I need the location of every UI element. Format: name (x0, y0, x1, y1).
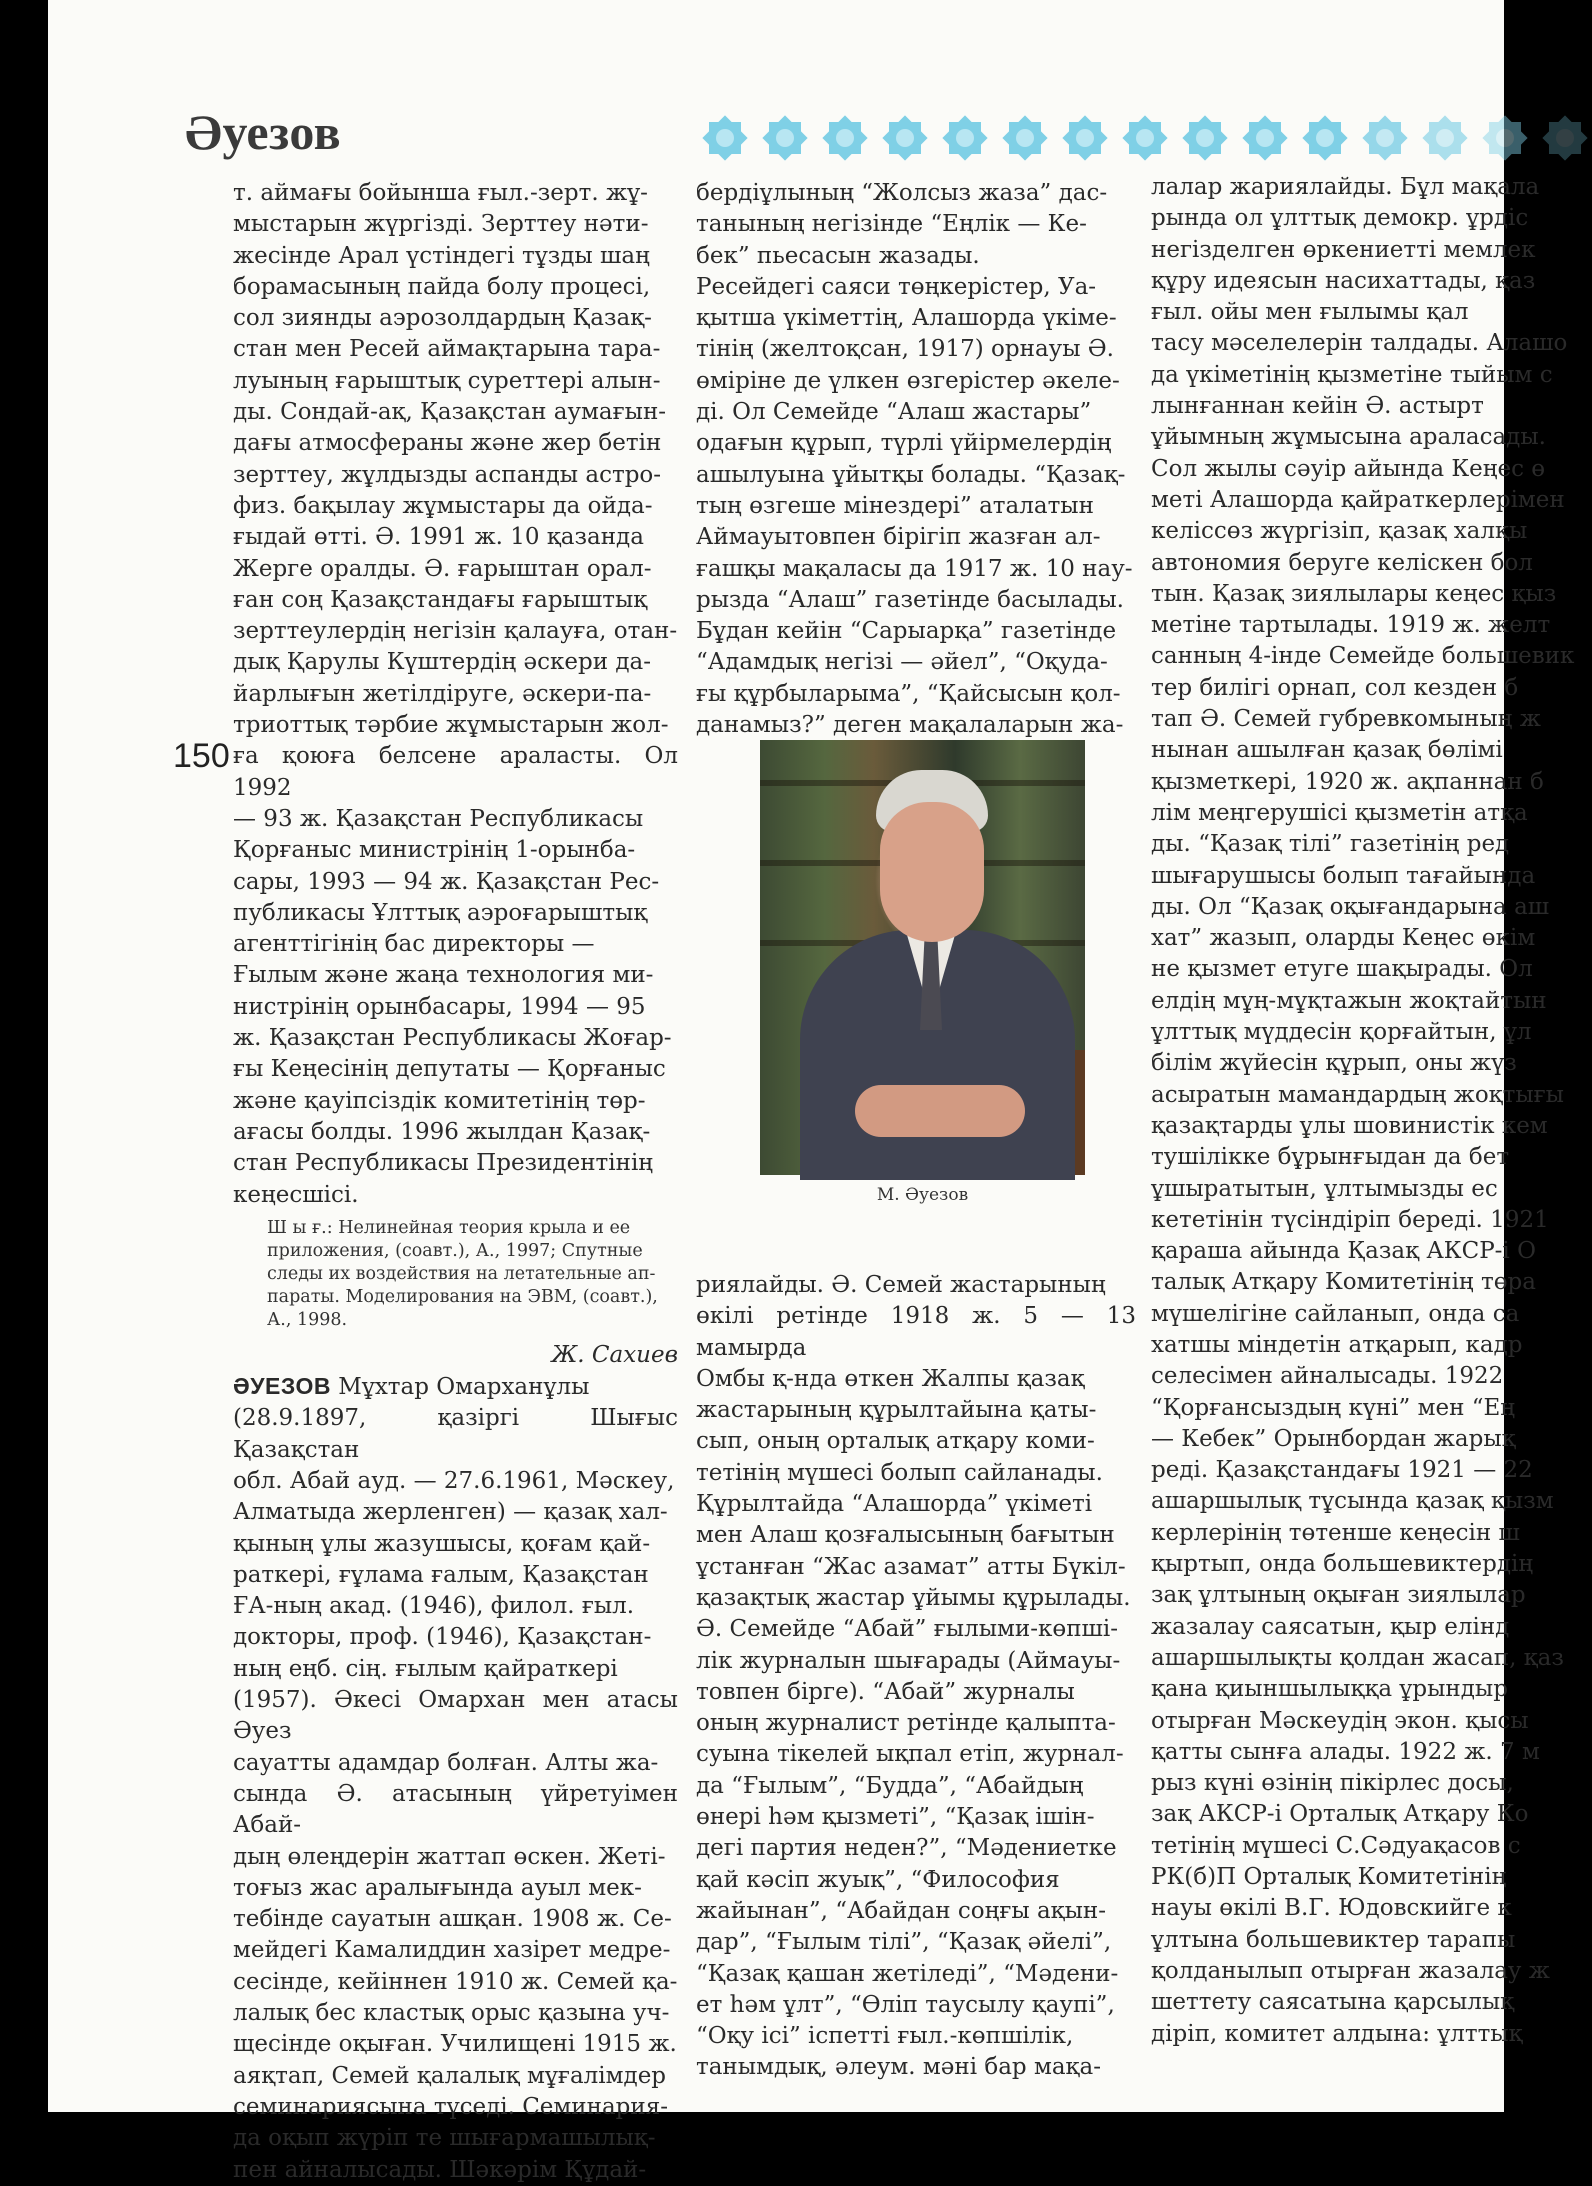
text-line: сында Ә. атасының үйретуімен Абай- (233, 1780, 678, 1839)
text-line: луының ғарыштық суреттері алын- (233, 367, 661, 394)
text-line: суына тікелей ықпал етіп, журнал- (696, 1741, 1124, 1768)
text-line: метіне тартылады. 1919 ж. желт (1151, 612, 1551, 639)
text-line: раткері, ғұлама ғалым, Қазақстан (233, 1561, 649, 1588)
text-line: лынғаннан кейін Ә. астырт (1151, 393, 1484, 420)
text-line: ұлттық мүддесін қорғайтын, ұл (1151, 1019, 1532, 1046)
text-line: товпен бірге). “Абай” журналы (696, 1678, 1075, 1705)
text-line: сып, оның орталық атқару коми- (696, 1428, 1095, 1455)
text-line: танының негізінде “Еңлік — Ке- (696, 211, 1087, 238)
text-line: мыстарын жүргізді. Зерттеу нәти- (233, 211, 649, 238)
entry-first-line (233, 1371, 678, 1403)
text-line: лім меңгерушісі қызметін атқа (1151, 799, 1528, 826)
ornament-star-icon (1538, 111, 1592, 165)
hands (855, 1085, 1025, 1137)
text-line: семинариясына түседі. Семинария- (233, 2093, 669, 2120)
text-line: асыратын мамандардың жоқтығы (1151, 1081, 1564, 1108)
text-line: да үкіметінің қызметіне тыйым с (1151, 361, 1553, 388)
ornament-star-icon (1118, 111, 1172, 165)
text-line: қытша үкіметтің, Алашорда үкіме- (696, 305, 1117, 332)
text-line: меті Алашорда қайраткерлерімен (1151, 486, 1565, 513)
text-line: рыз күні өзінің пікірлес досы, (1151, 1770, 1514, 1797)
text-line: данамыз?” деген мақалаларын жа- (696, 712, 1124, 739)
text-line: хат” жазып, оларды Кеңес өкім (1151, 925, 1536, 952)
text-line: танымдық, әлеум. мәні бар мақа- (696, 2054, 1101, 2081)
text-line: қазақтарды ұлы шовинистік кем (1151, 1112, 1548, 1139)
text-line: тер билігі орнап, сол кезден б (1151, 674, 1519, 701)
text-line: (1957). Әкесі Омархан мен атасы Әуез (233, 1687, 678, 1745)
text-line: жесінде Арал үстіндегі тұзды шаң (233, 242, 650, 269)
text-line: нынан ашылған қазақ бөлімі (1151, 737, 1503, 764)
column-1 (233, 178, 678, 2186)
column-3-text (1151, 172, 1575, 2050)
text-line: отырған Мәскеудің экон. қысы (1151, 1707, 1529, 1734)
text-line: шығарушысы болып тағайында (1151, 862, 1536, 889)
ornament-star-icon (1358, 111, 1412, 165)
text-line: санның 4-інде Семейде большевик (1151, 643, 1575, 670)
text-line: дың өлеңдерін жаттап өскен. Жеті- (233, 1843, 666, 1870)
ornament-star-icon (758, 111, 812, 165)
ornament-star-icon (1058, 111, 1112, 165)
text-line: Ғылым және жаңа технология ми- (233, 962, 654, 989)
text-line: агенттігінің бас директоры — (233, 931, 595, 958)
face (880, 802, 984, 942)
photo-caption: М. Әуезов (876, 1185, 969, 1205)
text-line: талық Атқару Комитетінің төра (1151, 1269, 1536, 1296)
text-line: Жерге оралды. Ә. ғарыштан орал- (233, 555, 652, 582)
text-line: Омбы қ-нда өткен Жалпы қазақ (696, 1365, 1085, 1392)
ornament-star-icon (998, 111, 1052, 165)
text-line: публикасы Ұлттық аэроғарыштық (233, 899, 648, 926)
text-line: ағасы болды. 1996 жылдан Қазақ- (233, 1118, 651, 1145)
text-line: следы их воздействия на летательные ап- (267, 1263, 656, 1284)
text-line: ғыдай өтті. Ә. 1991 ж. 10 қазанда (233, 524, 644, 551)
text-line: ет һәм ұлт”, “Өліп таусылу қаупі”, (696, 1991, 1115, 2018)
text-line: Аймауытовпен бірігіп жазған ал- (696, 524, 1101, 551)
ornament-star-icon (938, 111, 992, 165)
ornament-star-icon (698, 111, 752, 165)
text-line: дар”, “Ғылым тілі”, “Қазақ әйелі”, (696, 1929, 1112, 1956)
text-line: Ш ы ғ.: Нелинейная теория крыла и ее (267, 1217, 631, 1238)
text-line: қолданылып отырған жазалау ж (1151, 1957, 1550, 1984)
text-line: сесінде, кейіннен 1910 ж. Семей қа- (233, 1968, 678, 1995)
text-line: тетінің мүшесі С.Сәдуақасов с (1151, 1832, 1521, 1859)
text-line: стан Республикасы Президентінің (233, 1150, 654, 1177)
text-line: сол зиянды аэрозолдардың Қазақ- (233, 305, 652, 332)
text-line: Сол жылы сәуір айында Кеңес ө (1151, 455, 1546, 482)
text-line: йарлығын жетілдіруге, әскери-па- (233, 680, 652, 707)
text-line: ашаршылық тұсында қазақ қызм (1151, 1488, 1554, 1515)
text-line: білім жүйесін құрып, оны жүз (1151, 1050, 1517, 1077)
text-line: кететінін түсіндіріп береді. 1921 (1151, 1206, 1549, 1233)
text-line: тап Ә. Семей губревкомының ж (1151, 706, 1541, 733)
text-line: ды. Ол “Қазақ оқығандарына аш (1151, 893, 1550, 920)
text-line: дегі партия неден?”, “Мәдениетке (696, 1835, 1117, 1862)
column-1-text (233, 178, 678, 1211)
text-line: кеңесшісі. (233, 1181, 359, 1208)
text-line: ді. Ол Семейде “Алаш жастары” (696, 399, 1092, 426)
text-line: (28.9.1897, қазіргі Шығыс Қазақстан (233, 1405, 678, 1463)
text-line: қатты сынға алады. 1922 ж. 7 м (1151, 1738, 1540, 1765)
text-line: селесімен айналысады. 1922 (1151, 1363, 1504, 1390)
text-line: жастарының құрылтайына қаты- (696, 1397, 1097, 1424)
author-signature: Ж. Сахиев (551, 1341, 678, 1368)
text-line: лалық бес кластық орыс қазына уч- (233, 2000, 670, 2027)
text-line: керлерінің төтенше кеңесін ш (1151, 1519, 1520, 1546)
text-line: ашылуына ұйытқы болады. “Қазақ- (696, 461, 1126, 488)
text-line: ұшыратытын, ұлтымызды ес (1151, 1175, 1498, 1202)
text-line: қана қиыншылыққа ұрындыр (1151, 1676, 1508, 1703)
text-line: тетінің мүшесі болып сайланады. (696, 1459, 1103, 1486)
text-line: тебінде сауатын ашқан. 1908 ж. Се- (233, 1906, 672, 1933)
text-line: өнері һәм қызметі”, “Қазақ ішін- (696, 1804, 1095, 1831)
text-line: дық Қарулы Күштердің әскери да- (233, 649, 652, 676)
text-line: құру идеясын насихаттады, қаз (1151, 267, 1536, 294)
text-line: ғашқы мақаласы да 1917 ж. 10 нау- (696, 555, 1133, 582)
text-line: пен айналысады. Шәкәрім Құдай- (233, 2156, 647, 2183)
text-line: ған соң Қазақстандағы ғарыштық (233, 586, 648, 613)
text-line: келіссөз жүргізіп, қазақ халқы (1151, 518, 1528, 545)
entry-first-text: Мұхтар Омарханұлы (338, 1374, 590, 1401)
text-line: ғы құрбыларыма”, “Қайсысын қол- (696, 680, 1121, 707)
text-line: да “Ғылым”, “Будда”, “Абайдың (696, 1772, 1084, 1799)
text-line: физ. бақылау жұмыстары да ойда- (233, 492, 653, 519)
ornament-star-icon (1418, 111, 1472, 165)
text-line: тың өзгеше мінездері” аталатын (696, 492, 1094, 519)
text-line: ның еңб. сің. ғылым қайраткері (233, 1655, 618, 1682)
header-ornament (698, 98, 1538, 178)
text-line: Ресейдегі саяси төңкерістер, Уа- (696, 273, 1097, 300)
text-line: бек” пьесасын жазады. (696, 242, 980, 269)
text-line: щесінде оқыған. Училищені 1915 ж. (233, 2031, 677, 2058)
text-line: “Қазақ қашан жетіледі”, “Мәдени- (696, 1960, 1119, 1987)
text-line: тын. Қазақ зиялылары кеңес қыз (1151, 580, 1557, 607)
text-line: А., 1998. (267, 1309, 348, 1330)
column-2-top-text (696, 178, 1136, 741)
text-line: да оқып жүріп те шығармашылық- (233, 2125, 656, 2152)
text-line: сары, 1993 — 94 ж. Қазақстан Рес- (233, 868, 660, 895)
text-line: мейдегі Камалиддин хазірет медре- (233, 1937, 671, 1964)
text-line: лалар жариялайды. Бұл мақала (1151, 174, 1540, 200)
ornament-star-icon (1298, 111, 1352, 165)
text-line: жайынан”, “Абайдан соңғы ақын- (696, 1897, 1107, 1924)
ornament-star-icon (878, 111, 932, 165)
text-line: қыртып, онда большевиктердің (1151, 1551, 1534, 1578)
entry-headword: ӘУЕЗОВ (233, 1373, 331, 1400)
text-line: нистрінің орынбасары, 1994 — 95 (233, 993, 646, 1020)
text-line: ды. “Қазақ тілі” газетінің ред (1151, 831, 1510, 858)
text-line: Ә. Семейде “Абай” ғылыми-көпші- (696, 1616, 1119, 1643)
text-line: өкілі ретінде 1918 ж. 5 — 13 мамырда (696, 1303, 1136, 1361)
entry-text (233, 1403, 678, 2185)
column-2-bottom-text (696, 1270, 1136, 2084)
text-line: ашаршылықты қолдан жасап, қаз (1151, 1644, 1564, 1671)
text-line: бердіұлының “Жолсыз жаза” дас- (696, 180, 1108, 206)
text-line: Қорғаныс министрінің 1-орынба- (233, 837, 636, 864)
text-line: параты. Моделирования на ЭВМ, (соавт.), (267, 1286, 658, 1307)
text-line: Құрылтайда “Алашорда” үкіметі (696, 1491, 1093, 1518)
text-line: ғы Кеңесінің депутаты — Қорғаныс (233, 1056, 666, 1083)
text-line: оның журналист ретінде қалыпта- (696, 1710, 1116, 1737)
text-line: қараша айында Қазақ АКСР-і О (1151, 1238, 1536, 1265)
ornament-star-icon (818, 111, 872, 165)
text-line: тоғыз жас аралығында ауыл мек- (233, 1874, 642, 1901)
text-line: приложения, (соавт.), А., 1997; Спутные (267, 1240, 643, 1261)
text-line: тінің (желтоқсан, 1917) орнауы Ә. (696, 336, 1114, 363)
text-line: “Қорғансыздың күні” мен “Ең (1151, 1394, 1516, 1421)
page-number: 150 (173, 737, 230, 775)
text-line: ға қоюға белсене араласты. Ол 1992 (233, 743, 678, 801)
text-line: науы өкілі В.Г. Юдовскийге к (1151, 1895, 1512, 1922)
text-line: зақ ұлтының оқыған зиялылар (1151, 1582, 1526, 1609)
text-line: елдің мұң-мұқтажын жоқтайтын (1151, 987, 1547, 1014)
text-line: докторы, проф. (1946), Қазақстан- (233, 1624, 652, 1651)
text-line: “Оқу ісі” іспетті ғыл.-көпшілік, (696, 2023, 1074, 2050)
text-line: “Адамдық негізі — әйел”, “Оқуда- (696, 649, 1108, 676)
text-line: негізделген өркениетті мемлек (1151, 236, 1536, 263)
text-line: қай кәсіп жуық”, “Философия (696, 1866, 1060, 1893)
text-line: тасу мәселелерін талдады. Алашо (1151, 330, 1568, 357)
text-line: одағын құрып, түрлі үйірмелердің (696, 430, 1112, 457)
text-line: ғыл. ойы мен ғылымы қал (1151, 299, 1469, 326)
text-line: қазақтық жастар ұйымы құрылады. (696, 1584, 1131, 1611)
text-line: обл. Абай ауд. — 27.6.1961, Мәскеу, (233, 1467, 675, 1494)
text-line: стан мен Ресей аймақтарына тара- (233, 336, 661, 363)
ornament-star-icon (1178, 111, 1232, 165)
portrait-figure (760, 740, 1085, 1205)
text-line: рында ол ұлттық демокр. ұрдіс (1151, 205, 1529, 232)
text-line: не қызмет етуге шақырады. Ол (1151, 956, 1533, 983)
text-line: дағы атмосфераны және жер бетін (233, 430, 662, 457)
text-line: — Кебек” Орынбордан жарық (1151, 1425, 1516, 1452)
text-line: Бұдан кейін “Сарыарқа” газетінде (696, 618, 1117, 645)
text-line: триоттық тәрбие жұмыстарын жол- (233, 712, 669, 739)
text-line: ж. Қазақстан Республикасы Жоғар- (233, 1025, 672, 1052)
text-line: тушілікке бұрынғыдан да бет (1151, 1144, 1510, 1171)
text-line: мүшелігіне сайланып, онда са (1151, 1300, 1520, 1327)
text-line: қының ұлы жазушысы, қоғам қай- (233, 1530, 651, 1557)
text-line: т. аймағы бойынша ғыл.-зерт. жұ- (233, 180, 648, 206)
portrait-photo (760, 740, 1085, 1175)
text-line: және қауіпсіздік комитетінің төр- (233, 1087, 646, 1114)
text-line: ды. Сондай-ақ, Қазақстан аумағын- (233, 399, 667, 426)
text-line: ұйымның жұмысына араласады. (1151, 424, 1546, 451)
text-line: ұстанған “Жас азамат” атты Бүкіл- (696, 1553, 1126, 1580)
text-line: шеттету саясатына қарсылық (1151, 1989, 1515, 2016)
text-line: діріп, комитет алдына: ұлттық (1151, 2020, 1523, 2047)
text-line: рызда “Алаш” газетінде басылады. (696, 586, 1124, 613)
text-line: автономия беруге келіскен бол (1151, 549, 1533, 576)
text-line: лік журналын шығарады (Аймауы- (696, 1647, 1121, 1674)
ornament-star-icon (1238, 111, 1292, 165)
text-line: хатшы міндетін атқарып, кадр (1151, 1331, 1523, 1358)
page-title: Әуезов (185, 104, 342, 160)
column-2 (696, 178, 1136, 741)
text-line: қызметкері, 1920 ж. ақпаннан б (1151, 768, 1544, 795)
text-line: реді. Қазақстандағы 1921 — 22 (1151, 1457, 1533, 1484)
text-line: ҒА-ның акад. (1946), филол. ғыл. (233, 1593, 635, 1620)
column-2-bottom (696, 1270, 1136, 2084)
page (48, 0, 1575, 2183)
text-line: зерттеу, жұлдызды аспанды астро- (233, 461, 662, 488)
text-line: мен Алаш қозғалысының бағытын (696, 1522, 1115, 1549)
column-3 (1151, 172, 1575, 2050)
text-line: — 93 ж. Қазақстан Республикасы (233, 805, 644, 832)
text-line: зерттеулердің негізін қалауға, отан- (233, 618, 678, 645)
ornament-star-icon (1478, 111, 1532, 165)
bibliography (267, 1217, 678, 1332)
text-line: борамасының пайда болу процесі, (233, 273, 651, 300)
text-line: сауатты адамдар болған. Алты жа- (233, 1749, 659, 1776)
text-line: аяқтап, Семей қалалық мұғалімдер (233, 2062, 667, 2089)
text-line: риялайды. Ә. Семей жастарының (696, 1272, 1106, 1298)
text-line: зақ АКСР-і Орталық Атқару Ко (1151, 1801, 1529, 1828)
text-line: Алматыда жерленген) — қазақ хал- (233, 1499, 668, 1526)
text-line: РК(б)П Орталық Комитетінің (1151, 1864, 1507, 1891)
text-line: өміріне де үлкен өзгерістер әкеле- (696, 367, 1120, 394)
text-line: жазалау саясатын, қыр елінд (1151, 1613, 1510, 1640)
text-line: ұлтына большевиктер тарапы (1151, 1926, 1516, 1953)
